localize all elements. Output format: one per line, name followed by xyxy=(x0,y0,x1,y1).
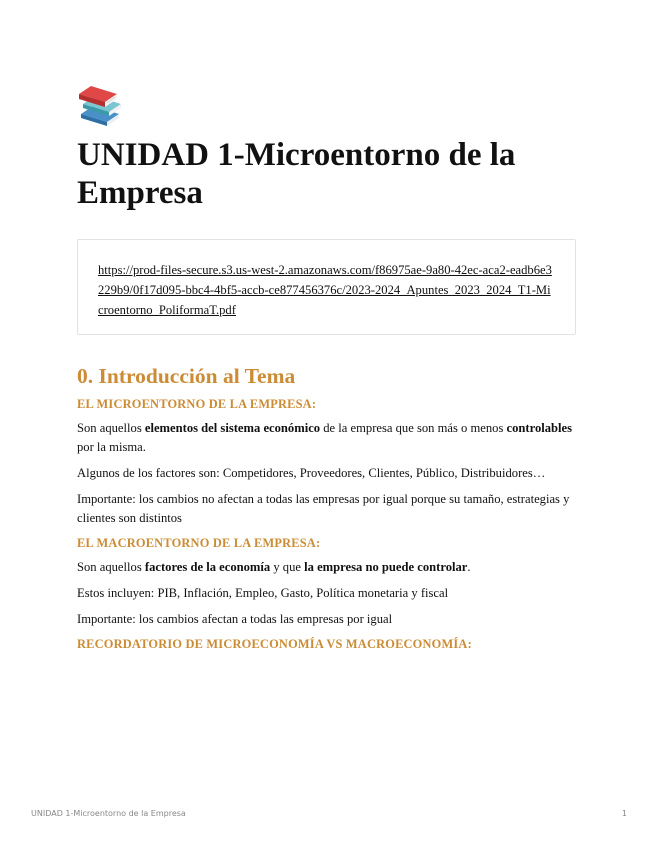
pdf-link[interactable]: https://prod-files-secure.s3.us-west-2.amazonaws.com/f86975ae-9a80-42ec-aca2-eadb6e3229b9/0f17d095-bbc4-4bf5-accb-ce877456376c/2023-2024_Apuntes_2023_2024_T1-Microentorno_PoliformaT.pdf xyxy=(98,263,552,317)
microentorno-note: Importante: los cambios no afectan a todas las empresas por igual porque su tamaño, estrategias y clientes son distintos xyxy=(77,492,570,525)
section-title: 0. Introducción al Tema xyxy=(77,364,296,388)
microentorno-factors: Algunos de los factores son: Competidores, Proveedores, Clientes, Público, Distribuidores… xyxy=(77,466,546,480)
macroentorno-heading: EL MACROENTORNO DE LA EMPRESA: xyxy=(77,536,321,550)
section-introduction xyxy=(77,362,577,659)
footer-title: UNIDAD 1-Microentorno de la Empresa xyxy=(31,809,186,818)
macroentorno-definition: Son aquellos factores de la economía y que la empresa no puede controlar. xyxy=(77,560,471,574)
link-bookmark xyxy=(77,239,576,335)
microentorno-definition: Son aquellos elementos del sistema económico de la empresa que son más o menos controlables por la misma. xyxy=(77,421,573,454)
page-title: UNIDAD 1-Microentorno de la Empresa xyxy=(77,137,516,211)
books-icon xyxy=(77,84,123,126)
macroentorno-factors: Estos incluyen: PIB, Inflación, Empleo, Gasto, Política monetaria y fiscal xyxy=(77,586,449,600)
macroentorno-note: Importante: los cambios afectan a todas las empresas por igual xyxy=(77,612,393,626)
page-number: 1 xyxy=(621,809,627,818)
microentorno-heading: EL MICROENTORNO DE LA EMPRESA: xyxy=(77,397,317,411)
reminder-heading: RECORDATORIO DE MICROECONOMÍA VS MACROECONOMÍA: xyxy=(77,637,472,651)
